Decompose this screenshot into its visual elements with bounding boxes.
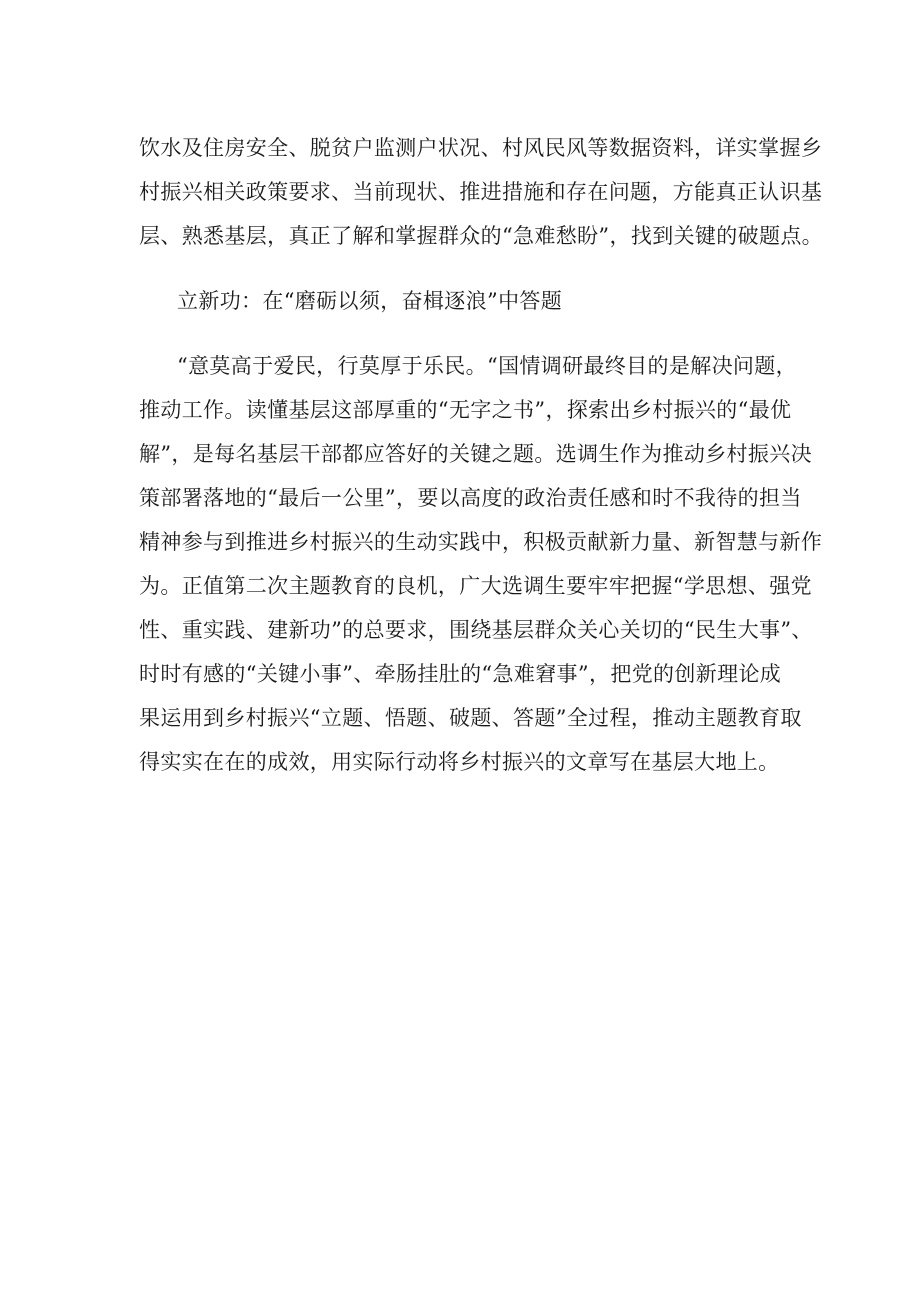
paragraph-2-line: 推动工作。读懂基层这部厚重的“无字之书”，探索出乡村振兴的“最优	[139, 398, 792, 422]
paragraph-2-line: 策部署落地的“最后一公里”，要以高度的政治责任感和时不我待的担当	[139, 486, 802, 510]
section-heading: 立新功：在“磨砺以须，奋楫逐浪”中答题	[177, 289, 563, 313]
paragraph-2-line: 果运用到乡村振兴“立题、悟题、破题、答题”全过程，推动主题教育取	[139, 706, 802, 730]
paragraph-2	[139, 344, 823, 784]
paragraph-2-line: “意莫高于爱民，行莫厚于乐民。“国情调研最终目的是解决问题，	[177, 354, 797, 378]
paragraph-2-line: 时时有感的“关键小事”、牵肠挂肚的“急难窘事”，把党的创新理论成	[139, 662, 782, 686]
paragraph-1-line: 村振兴相关政策要求、当前现状、推进措施和存在问题，方能真正认识基	[139, 180, 823, 204]
paragraph-gap	[139, 258, 799, 279]
paragraph-1-line: 层、熟悉基层，真正了解和掌握群众的“急难愁盼”，找到关键的破题点。	[139, 224, 824, 248]
paragraph-1	[139, 126, 824, 258]
document-page	[139, 126, 824, 784]
paragraph-2-line: 性、重实践、建新功”的总要求，围绕基层群众关心关切的“民生大事”、	[139, 618, 813, 642]
paragraph-1-line: 饮水及住房安全、脱贫户监测户状况、村风民风等数据资料，详实掌握乡	[139, 136, 823, 160]
paragraph-2-line: 得实实在在的成效，用实际行动将乡村振兴的文章写在基层大地上。	[139, 750, 780, 774]
paragraph-2-line: 精神参与到推进乡村振兴的生动实践中，积极贡献新力量、新智慧与新作	[139, 530, 823, 554]
paragraph-2-line: 解”，是每名基层干部都应答好的关键之题。选调生作为推动乡村振兴决	[139, 442, 812, 466]
paragraph-gap	[139, 323, 799, 344]
paragraph-2-line: 为。正值第二次主题教育的良机，广大选调生要牢牢把握“学思想、强党	[139, 574, 812, 598]
